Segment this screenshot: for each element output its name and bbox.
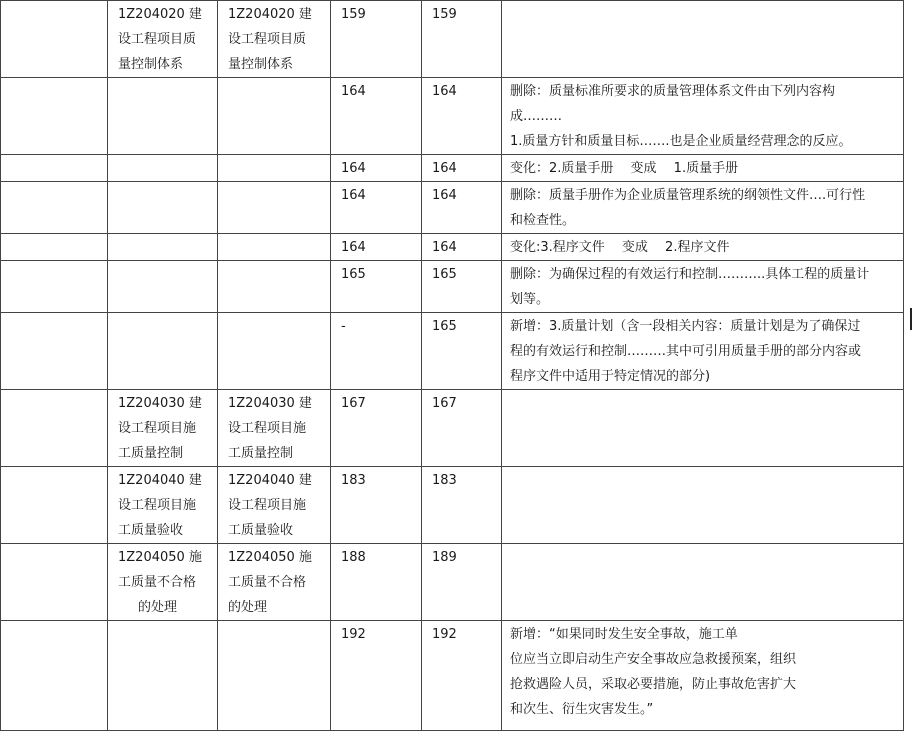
cell-line: 删除：质量手册作为企业质量管理系统的纲领性文件….可行性 bbox=[510, 188, 866, 203]
new-section-cell bbox=[218, 1, 331, 78]
old-section-cell bbox=[108, 234, 218, 261]
cell-line: 成……… bbox=[510, 109, 563, 124]
cell-line: 工质量不合格 bbox=[118, 575, 197, 590]
old-page-number: 159 bbox=[341, 7, 366, 22]
old-page-number: 164 bbox=[341, 240, 366, 255]
old-section-cell bbox=[108, 1, 218, 78]
cell-line: 工质量验收 bbox=[228, 523, 294, 538]
old-page-number: 188 bbox=[341, 550, 366, 565]
new-page-number: 164 bbox=[432, 240, 457, 255]
new-page-cell bbox=[422, 234, 502, 261]
blank-cell bbox=[1, 1, 108, 78]
cell-line: 1Z204020 建 bbox=[118, 7, 202, 22]
new-page-number: 164 bbox=[432, 188, 457, 203]
cursor-marker bbox=[910, 308, 912, 330]
new-section-cell bbox=[218, 155, 331, 182]
old-section-cell bbox=[108, 390, 218, 467]
new-section-cell bbox=[218, 182, 331, 234]
change-description-cell bbox=[502, 182, 904, 234]
old-section-cell bbox=[108, 182, 218, 234]
new-page-cell bbox=[422, 390, 502, 467]
change-description-cell bbox=[502, 390, 904, 467]
cell-line: 量控制体系 bbox=[228, 57, 294, 72]
cell-line: 工质量控制 bbox=[118, 446, 184, 461]
new-section-cell bbox=[218, 467, 331, 544]
change-description-cell bbox=[502, 261, 904, 313]
old-page-cell bbox=[331, 182, 422, 234]
new-section-cell bbox=[218, 313, 331, 390]
old-section-cell bbox=[108, 621, 218, 731]
cell-line: 1Z204050 施 bbox=[228, 550, 312, 565]
old-page-number: 165 bbox=[341, 267, 366, 282]
cell-line: 1Z204020 建 bbox=[228, 7, 312, 22]
old-page-cell bbox=[331, 155, 422, 182]
cell-line: 1Z204050 施 bbox=[118, 550, 202, 565]
change-description-cell bbox=[502, 1, 904, 78]
new-page-cell bbox=[422, 78, 502, 155]
cell-line: 新增：“如果同时发生安全事故，施工单 bbox=[510, 627, 738, 642]
new-section-cell bbox=[218, 621, 331, 731]
cell-line: 设工程项目施 bbox=[228, 421, 307, 436]
blank-cell bbox=[1, 544, 108, 621]
blank-cell bbox=[1, 155, 108, 182]
cell-line: 工质量不合格 bbox=[228, 575, 307, 590]
old-section-cell bbox=[108, 544, 218, 621]
old-page-number: 167 bbox=[341, 396, 366, 411]
table-row bbox=[1, 155, 904, 182]
blank-cell bbox=[1, 234, 108, 261]
old-section-cell bbox=[108, 313, 218, 390]
cell-line: 删除：为确保过程的有效运行和控制………..具体工程的质量计 bbox=[510, 267, 870, 282]
cell-line: 删除：质量标准所要求的质量管理体系文件由下列内容构 bbox=[510, 84, 836, 99]
old-page-cell bbox=[331, 621, 422, 731]
blank-cell bbox=[1, 621, 108, 731]
old-page-number: 164 bbox=[341, 161, 366, 176]
table-row bbox=[1, 390, 904, 467]
new-page-cell bbox=[422, 467, 502, 544]
old-page-cell bbox=[331, 78, 422, 155]
cell-line: 设工程项目施 bbox=[228, 498, 307, 513]
old-section-cell bbox=[108, 155, 218, 182]
old-page-number: 164 bbox=[341, 84, 366, 99]
table-row bbox=[1, 621, 904, 731]
new-page-cell bbox=[422, 1, 502, 78]
blank-cell bbox=[1, 390, 108, 467]
cell-line: 程的有效运行和控制………其中可引用质量手册的部分内容或 bbox=[510, 344, 862, 359]
new-page-number: 165 bbox=[432, 267, 457, 282]
cell-line: 变化:3.程序文件 变成 2.程序文件 bbox=[510, 240, 730, 255]
cell-line: 新增：3.质量计划（含一段相关内容：质量计划是为了确保过 bbox=[510, 319, 861, 334]
cell-line: 变化：2.质量手册 变成 1.质量手册 bbox=[510, 161, 739, 176]
cell-line: 和检查性。 bbox=[510, 213, 576, 228]
cell-line: 设工程项目质 bbox=[118, 32, 197, 47]
new-page-number: 159 bbox=[432, 7, 457, 22]
change-description-cell bbox=[502, 621, 904, 731]
old-section-cell bbox=[108, 467, 218, 544]
new-page-cell bbox=[422, 155, 502, 182]
old-page-cell bbox=[331, 313, 422, 390]
change-description-cell bbox=[502, 544, 904, 621]
table-row bbox=[1, 78, 904, 155]
old-page-number: 183 bbox=[341, 473, 366, 488]
cell-line: 划等。 bbox=[510, 292, 550, 307]
cell-line: 工质量验收 bbox=[118, 523, 184, 538]
new-section-cell bbox=[218, 234, 331, 261]
cell-line: 和次生、衍生灾害发生。” bbox=[510, 702, 654, 717]
cell-line: 的处理 bbox=[138, 600, 178, 615]
new-page-cell bbox=[422, 544, 502, 621]
old-section-cell bbox=[108, 78, 218, 155]
new-section-cell bbox=[218, 261, 331, 313]
blank-cell bbox=[1, 78, 108, 155]
new-page-number: 183 bbox=[432, 473, 457, 488]
table-row bbox=[1, 234, 904, 261]
new-page-number: 164 bbox=[432, 84, 457, 99]
cell-line: 量控制体系 bbox=[118, 57, 184, 72]
new-page-number: 189 bbox=[432, 550, 457, 565]
new-page-cell bbox=[422, 182, 502, 234]
new-page-cell bbox=[422, 313, 502, 390]
old-page-cell bbox=[331, 390, 422, 467]
old-page-cell bbox=[331, 234, 422, 261]
cell-line: 抢救遇险人员，采取必要措施，防止事故危害扩大 bbox=[510, 677, 797, 692]
cell-line: 程序文件中适用于特定情况的部分) bbox=[510, 369, 711, 384]
new-section-cell bbox=[218, 544, 331, 621]
table-row bbox=[1, 182, 904, 234]
cell-line: 1.质量方针和质量目标…….也是企业质量经营理念的反应。 bbox=[510, 134, 852, 149]
cell-line: 1Z204040 建 bbox=[228, 473, 312, 488]
blank-cell bbox=[1, 261, 108, 313]
cell-line: 设工程项目施 bbox=[118, 421, 197, 436]
new-page-cell bbox=[422, 621, 502, 731]
blank-cell bbox=[1, 313, 108, 390]
new-page-number: 165 bbox=[432, 319, 457, 334]
cell-line: 工质量控制 bbox=[228, 446, 294, 461]
new-page-cell bbox=[422, 261, 502, 313]
cell-line: 位应当立即启动生产安全事故应急救援预案，组织 bbox=[510, 652, 797, 667]
table-row bbox=[1, 1, 904, 78]
new-page-number: 164 bbox=[432, 161, 457, 176]
old-section-cell bbox=[108, 261, 218, 313]
old-page-number: 192 bbox=[341, 627, 366, 642]
table-row bbox=[1, 261, 904, 313]
blank-cell bbox=[1, 467, 108, 544]
new-page-number: 192 bbox=[432, 627, 457, 642]
cell-line: 1Z204030 建 bbox=[118, 396, 202, 411]
table-row bbox=[1, 544, 904, 621]
cell-line: 设工程项目施 bbox=[118, 498, 197, 513]
change-description-cell bbox=[502, 234, 904, 261]
cell-line: 1Z204030 建 bbox=[228, 396, 312, 411]
old-page-number: 164 bbox=[341, 188, 366, 203]
new-section-cell bbox=[218, 390, 331, 467]
old-page-cell bbox=[331, 261, 422, 313]
change-description-cell bbox=[502, 155, 904, 182]
blank-cell bbox=[1, 182, 108, 234]
old-page-number: - bbox=[341, 319, 346, 334]
change-description-cell bbox=[502, 78, 904, 155]
old-page-cell bbox=[331, 467, 422, 544]
table-row bbox=[1, 313, 904, 390]
cell-line: 1Z204040 建 bbox=[118, 473, 202, 488]
change-description-cell bbox=[502, 467, 904, 544]
old-page-cell bbox=[331, 1, 422, 78]
cell-line: 设工程项目质 bbox=[228, 32, 307, 47]
new-page-number: 167 bbox=[432, 396, 457, 411]
cell-line: 的处理 bbox=[228, 600, 268, 615]
new-section-cell bbox=[218, 78, 331, 155]
change-description-cell bbox=[502, 313, 904, 390]
old-page-cell bbox=[331, 544, 422, 621]
table-row bbox=[1, 467, 904, 544]
